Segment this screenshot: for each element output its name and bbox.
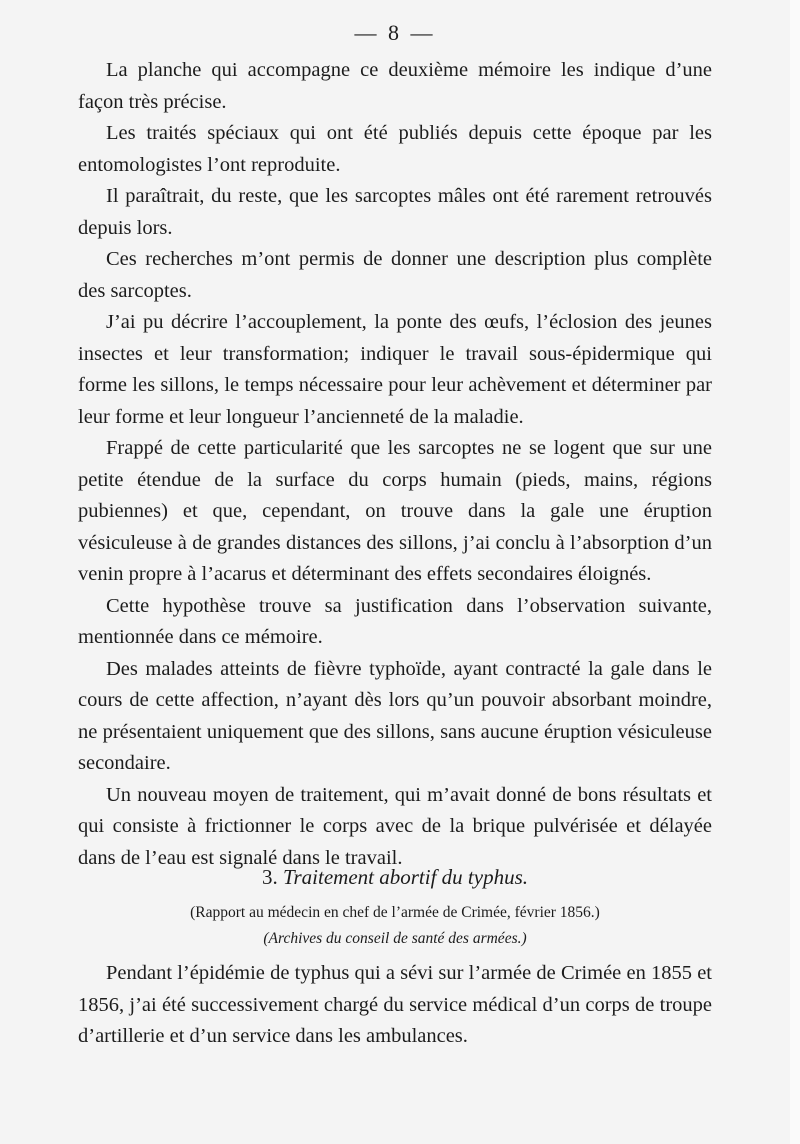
paragraph-1: La planche qui accompagne ce deuxième mémoire les indique d’une façon très précise. xyxy=(78,59,712,113)
source-archive: (Archives du conseil de santé des armées.) xyxy=(263,930,527,947)
body-text xyxy=(78,55,712,874)
paragraph-9: Un nouveau moyen de traitement, qui m’avait donné de bons résultats et qui consiste à frictionner le corps avec de la brique pulvérisée et délayée dans de l’eau est signalé dans le travail. xyxy=(78,783,712,869)
section-number: 3. xyxy=(261,865,278,889)
page-number: — 8 — xyxy=(354,20,436,45)
paragraph-2: Les traités spéciaux qui ont été publiés depuis cette époque par les entomologistes l’ont reproduite. xyxy=(78,122,712,176)
section-title: Traitement abortif du typhus. xyxy=(282,865,528,889)
paragraph-8: Des malades atteints de fièvre typhoïde, ayant contracté la gale dans le cours de cette affection, n’ayant dès lors qu’un pouvoir absorbant moindre, ne présentaient uniquement que des sillons, sans aucune éruption vésiculeuse secondaire. xyxy=(78,657,712,774)
section-body-text xyxy=(78,958,712,1053)
paragraph-5: J’ai pu décrire l’accouplement, la ponte des œufs, l’éclosion des jeunes insectes et leur transformation; indiquer le travail sous-épidermique qui forme les sillons, le temps nécessaire pour leur achèvement et déterminer par leur forme et leur longueur l’ancienneté de la maladie. xyxy=(78,311,712,428)
paragraph-3: Il paraîtrait, du reste, que les sarcoptes mâles ont été rarement retrouvés depuis lors. xyxy=(78,185,712,239)
paragraph-6: Frappé de cette particularité que les sarcoptes ne se logent que sur une petite étendue de la surface du corps humain (pieds, mains, régions pubiennes) et que, cependant, on trouve dans la gale une éruption vésiculeuse à de grandes distances des sillons, j’ai conclu à l’absorption d’un venin propre à l’acarus et déterminant des effets secondaires éloignés. xyxy=(78,437,712,585)
paragraph-4: Ces recherches m’ont permis de donner une description plus complète des sarcoptes. xyxy=(78,248,712,302)
section-paragraph-1: Pendant l’épidémie de typhus qui a sévi sur l’armée de Crimée en 1855 et 1856, j’ai été successivement chargé du service médical d’un corps de troupe d’artillerie et d’un service dans les ambulances. xyxy=(78,962,712,1047)
paragraph-7: Cette hypothèse trouve sa justification dans l’observation suivante, mentionnée dans ce mémoire. xyxy=(78,594,712,648)
source-citation: (Rapport au médecin en chef de l’armée de Crimée, février 1856.) xyxy=(190,904,600,921)
section-heading xyxy=(78,865,712,890)
page-edge xyxy=(790,0,800,1144)
